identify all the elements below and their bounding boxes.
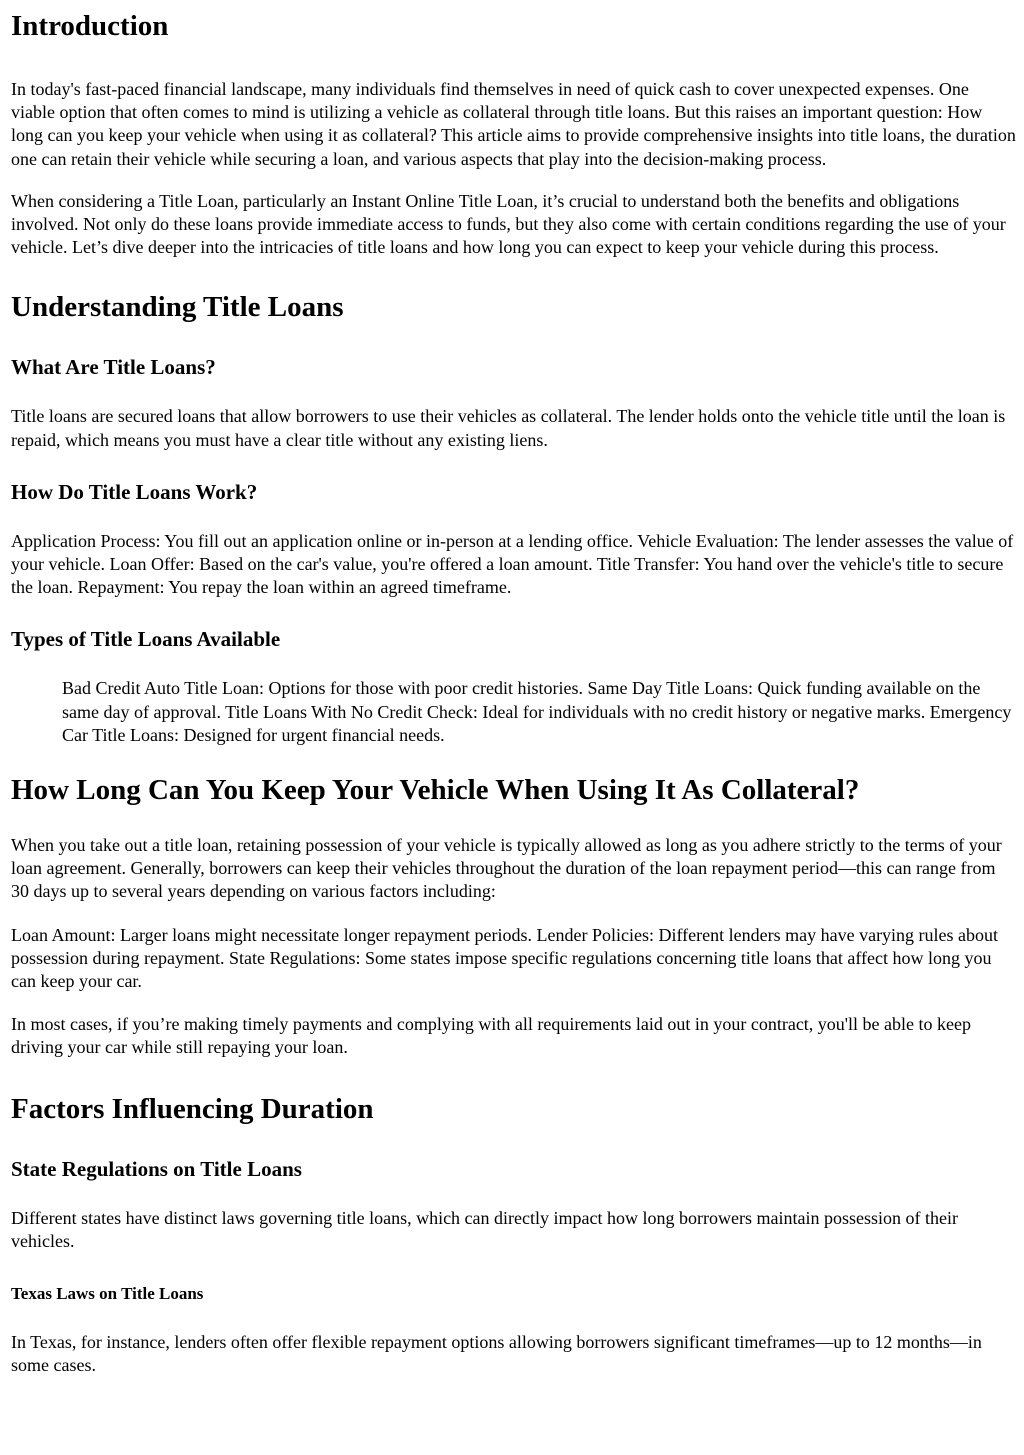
- paragraph-intro-1: In today's fast-paced financial landscape, many individuals find themselves in need of quick cash to cover unexpected expenses. One viable option that often comes to mind is utilizing a vehicle as collateral through title loans. But this raises an important question: How long can you keep your vehicle when using it as collateral? This article aims to provide comprehensive insights into title loans, the duration one can retain their vehicle while securing a loan, and various aspects that play into the decision-making process.: [11, 79, 1016, 169]
- paragraph-how-long-1: When you take out a title loan, retaining possession of your vehicle is typically allowed as long as you adhere strictly to the terms of your loan agreement. Generally, borrowers can keep their vehicles throughout the duration of the loan repayment period—this can range from 30 days up to several years depending on various factors including:: [11, 835, 1002, 902]
- heading-understanding-title-loans: Understanding Title Loans: [11, 291, 344, 324]
- heading-introduction: Introduction: [11, 10, 169, 42]
- paragraph-texas-laws: In Texas, for instance, lenders often offer flexible repayment options allowing borrowers significant timeframes—up to 12 months—in some cases.: [11, 1332, 982, 1376]
- article: [0, 9, 1024, 1377]
- heading-how-do-title-loans-work: How Do Title Loans Work?: [11, 479, 258, 504]
- paragraph-intro-2: When considering a Title Loan, particularly an Instant Online Title Loan, it’s crucial to understand both the benefits and obligations involved. Not only do these loans provide immediate access to funds, but they also come with certain conditions regarding the use of your vehicle. Let’s dive deeper into the intricacies of title loans and how long you can expect to keep your vehicle during this process.: [11, 190, 1006, 258]
- heading-what-are-title-loans: What Are Title Loans?: [11, 355, 216, 380]
- paragraph-what-are: Title loans are secured loans that allow borrowers to use their vehicles as collateral. The lender holds onto the vehicle title until the loan is repaid, which means you must have a clear title without any existing liens.: [11, 406, 1006, 450]
- heading-texas-laws: Texas Laws on Title Loans: [11, 1284, 204, 1304]
- paragraph-types-list: Bad Credit Auto Title Loan: Options for those with poor credit histories. Same Day Title Loans: Quick funding available on the same day of approval. Title Loans With No Credit Check: Ideal for individuals with no credit history or negative marks. Emergency Car Title Loans: Designed for urgent financial needs.: [62, 678, 1012, 745]
- paragraph-how-long-2: Loan Amount: Larger loans might necessitate longer repayment periods. Lender Policies: Different lenders may have varying rules about possession during repayment. State Regulations: Some states impose specific regulations concerning title loans that affect how long you can keep your car.: [11, 924, 999, 992]
- heading-state-regulations: State Regulations on Title Loans: [11, 1156, 302, 1181]
- paragraph-how-work: Application Process: You fill out an application online or in-person at a lending office. Vehicle Evaluation: The lender assesses the value of your vehicle. Loan Offer: Based on the car's value, you're offered a loan amount. Title Transfer: You hand over the vehicle's title to secure the loan. Repayment: You repay the loan within an agreed timeframe.: [11, 530, 1014, 598]
- paragraph-state-regulations: Different states have distinct laws governing title loans, which can directly impact how long borrowers maintain possession of their vehicles.: [11, 1207, 958, 1251]
- heading-how-long-keep-vehicle: How Long Can You Keep Your Vehicle When Using It As Collateral?: [11, 774, 860, 807]
- paragraph-how-long-3: In most cases, if you’re making timely payments and complying with all requirements laid out in your contract, you'll be able to keep driving your car while still repaying your loan.: [11, 1014, 972, 1058]
- heading-types-of-title-loans: Types of Title Loans Available: [11, 627, 281, 652]
- heading-factors-influencing-duration: Factors Influencing Duration: [11, 1092, 374, 1125]
